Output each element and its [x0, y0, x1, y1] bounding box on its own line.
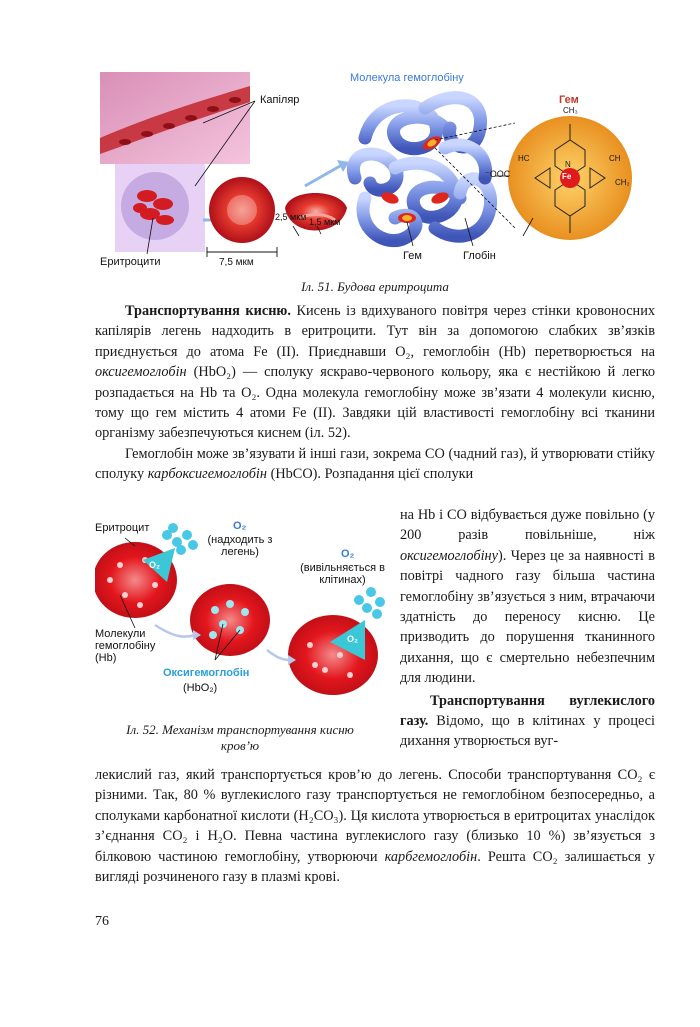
figure-52	[95, 520, 390, 720]
term-carbhemoglobin: карбгемоглобін	[384, 848, 478, 865]
label-heme-top: Гем	[559, 94, 579, 106]
label-fe: Fe	[562, 172, 572, 181]
label-o2-in: O₂	[233, 520, 247, 532]
figure-51	[95, 68, 655, 278]
label-ch3: CH₃	[563, 106, 578, 115]
label-hc: HC	[518, 154, 530, 163]
text-p2-col2: ). Через це за наявності в повітрі чадного газу більша частина гемоглобіну зв’язується з ним, втрачаючи здатність до переносу кисню. Це призводить до порушення тканинного дихання, що є смертельно небезпечним для людини.	[400, 547, 655, 687]
text-p1-body2: (HbO₂) — сполуку яскраво-червоного кольору, яка є нестійкою й легко розпадається на Hb та O₂. Одна молекула гемоглобіну може зв’язати 4 молекули кисню, тому що гем містить 4 атоми Fe (ІІ). Завдяки цій властивості гемоглобіну всі тканини організму забезпечуються киснем (іл. 52).	[95, 364, 655, 442]
label-erythrocytes: Еритроцити	[100, 256, 161, 268]
label-ch2: CH₂	[615, 178, 630, 187]
term-oxyhemoglobin: оксигемоглобін	[95, 364, 187, 381]
erythrocyte-2	[190, 584, 270, 656]
text-p1-body: Кисень із вдихуваного повітря через стінки кровоносних капілярів легень надходить в еритроцити. Тут він за допомогою слабких зв’язків приєднується до атома Fe (ІІ). Приєднавши O₂, гемоглобін (Hb) перетворюється на	[95, 303, 655, 360]
label-oxyhemoglobin: Оксигемоглобін	[163, 667, 250, 679]
label-size-7-5: 7,5 мкм	[219, 257, 254, 268]
heading-oxygen-transport: Транспортування кисню.	[125, 303, 291, 319]
term-oxyhemoglobin-2: оксигемоглобіну	[400, 547, 498, 564]
text-p3-body2: . Решта CO₂ залишається у вигляді розчиненого газу в плазмі крові.	[95, 848, 655, 886]
paragraph-co-column	[400, 505, 655, 752]
label-size-2-5: 2,5 мкм	[275, 212, 307, 222]
label-globin: Глобін	[463, 250, 496, 262]
label-o2-out: O₂	[341, 548, 355, 560]
figure-51-caption: Іл. 51. Будова еритроцита	[301, 279, 449, 294]
label-hb-molecules: Молекули гемоглобіну (Hb)	[95, 628, 156, 664]
badge-o2-exit: O₂	[347, 634, 358, 644]
label-released-in-cells: (вивільняється в клітинах)	[300, 562, 385, 586]
text-p3-body: лекислий газ, який транспортується кров’ю до легень. Способи транспортування CO₂ є різними. Так, 80 % вуглекислого газу транспортується не гемоглобіном безпосередньо, а сполуками карбонатної кислоти (H₂CO₃). Ця кислота утворюється в еритроцитах унаслідок з’єднання CO₂ і H₂O. Певна частина вуглекислого газу (близько 10 %) зв’язується з білковою частиною гемоглобіну, утворюючи	[95, 767, 655, 865]
label-ooc: ⁻OOC	[485, 169, 511, 179]
label-n: N	[565, 160, 571, 169]
hemoglobin-molecule	[353, 98, 490, 241]
paragraph-oxygen-transport	[95, 301, 655, 485]
text-p2-col: на Hb і CO відбувається дуже повільно (у 200 разів повільніше, ніж	[400, 507, 655, 544]
paragraph-co2-transport	[95, 765, 655, 887]
badge-o2-entry: O₂	[149, 560, 160, 570]
text-p2-body2: (HbCO). Розпадання цієї сполуки	[270, 466, 474, 483]
label-hbo2: (HbO₂)	[183, 682, 218, 694]
label-erythrocyte: Еритроцит	[95, 522, 150, 534]
label-size-1-5: 1,5 мкм	[309, 217, 341, 227]
term-carboxyhemoglobin: карбоксигемоглобін	[147, 466, 267, 483]
label-heme: Гем	[403, 250, 422, 262]
label-ch: CH	[609, 154, 621, 163]
label-comes-from-lungs: (надходить з легень)	[207, 534, 273, 558]
label-capillary: Капіляр	[260, 94, 300, 106]
page-number: 76	[95, 914, 109, 929]
figure-52-caption: Іл. 52. Механізм транспортування кисню кров’ю	[126, 722, 354, 753]
text-p3-col: Відомо, що в клітинах у процесі дихання утворюється вуг-	[400, 713, 655, 750]
text-p2-body: Гемоглобін може зв’язувати й інші гази, зокрема CO (чадний газ), й утворювати стійку сполуку	[95, 445, 655, 483]
label-hemoglobin-molecule: Молекула гемоглобіну	[350, 72, 464, 84]
heading-co2-transport: Транспортування вуглекислого газу.	[400, 692, 655, 730]
